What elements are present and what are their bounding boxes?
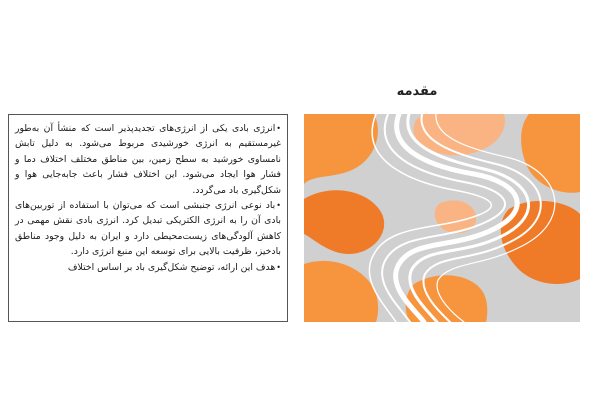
paragraph-3-text: هدف این ارائه، توضیح شکل‌گیری باد بر اساس اختلاف (67, 261, 276, 273)
paragraph-2-text: باد نوعی انرژی جنبشی است که می‌توان با استفاده از توربین‌های بادی آن را به انرژی الکتریکی تبدیل کرد. انرژی بادی نقش مهمی در کاهش آلودگی‌های زیست‌محیطی دارد و ایران به دلیل وجود مناطق بادخیز، ظرفیت بالایی برای توسعه این منبع انرژی دارد. (15, 200, 281, 258)
bullet-icon: • (276, 124, 281, 133)
paragraph-1-text: انرژی بادی یکی از انرژی‌های تجدیدپذیر است که منشأ آن به‌طور غیرمستقیم به انرژی خورشیدی مربوط می‌شود. به دلیل تابش نامساوی خورشید به سطح زمین، بین مناطق مختلف اختلاف دما و فشار هوا ایجاد می‌شود. این اختلاف فشار باعث جابه‌جایی هوا و شکل‌گیری باد می‌گردد. (15, 123, 281, 196)
bullet-icon: • (276, 201, 281, 211)
paragraph-2 (15, 198, 281, 260)
bullet-icon: • (276, 262, 281, 272)
body-text-box[interactable] (8, 114, 288, 322)
slide-title: مقدمه (396, 84, 438, 99)
paragraph-1 (15, 121, 281, 198)
decorative-wind-illustration (304, 114, 580, 322)
body-text (9, 115, 287, 275)
paragraph-3 (15, 260, 281, 275)
wind-swirl-graphic (304, 114, 580, 322)
